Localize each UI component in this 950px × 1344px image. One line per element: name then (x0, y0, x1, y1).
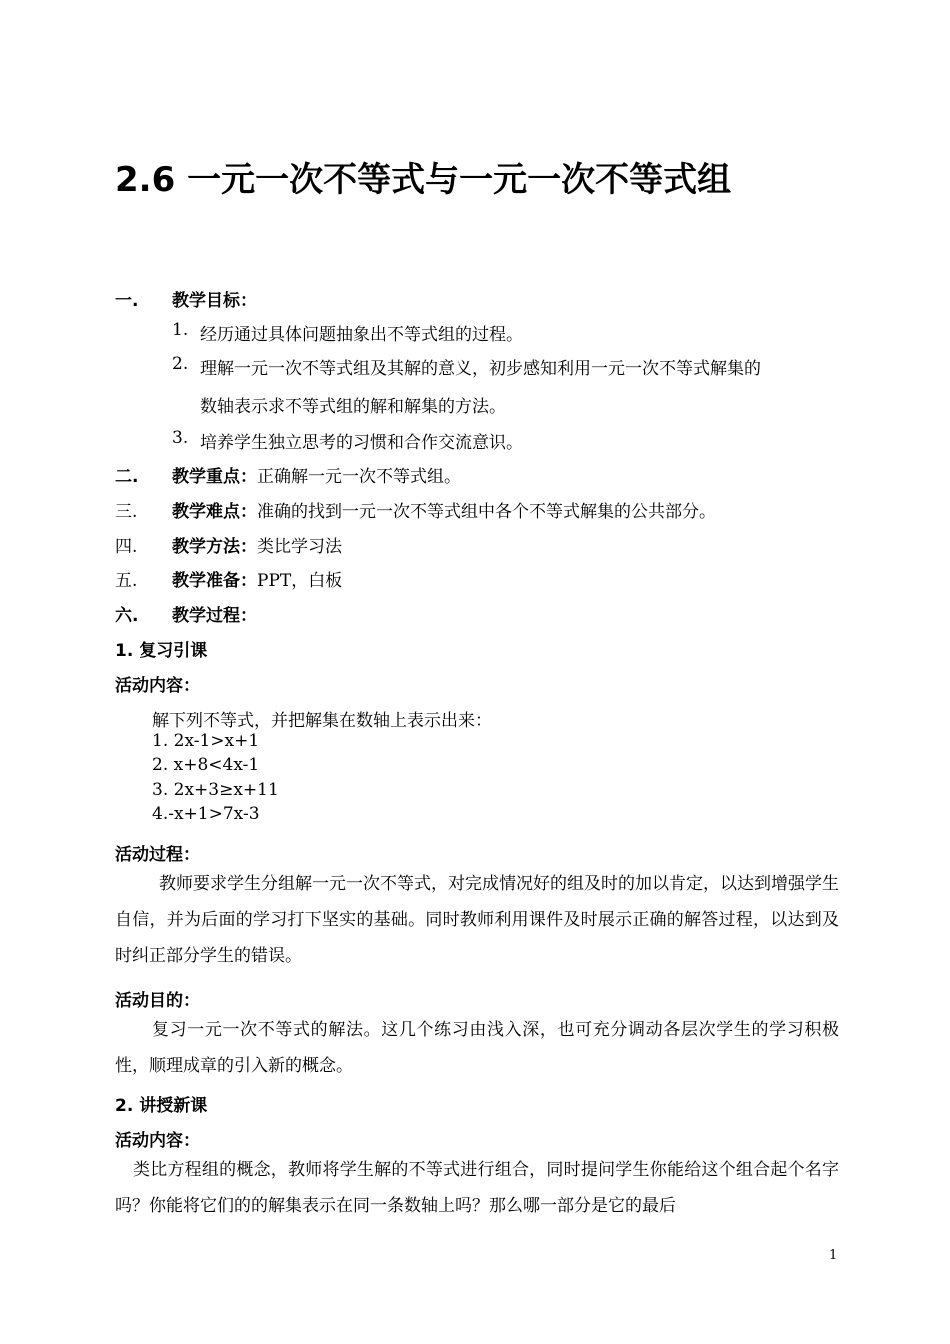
part-1-purpose-text: 复习一元一次不等式的解法。这几个练习由浅入深，也可充分调动各层次学生的学习积极性，顺理成章的引入新的概念。 (115, 1020, 839, 1076)
section-5-number: 五. (115, 571, 138, 591)
goal-2-number: 2. (172, 354, 189, 374)
exercise-3: 3. 2x+3≥x+11 (152, 780, 279, 800)
section-1-heading: 教学目标： (172, 291, 257, 311)
section-4-text: 类比学习法 (257, 537, 342, 557)
section-3-text: 准确的找到一元一次不等式组中各个不等式解集的公共部分。 (257, 502, 716, 522)
goal-1-number: 1. (172, 320, 189, 340)
section-2-text: 正确解一元一次不等式组。 (257, 467, 461, 487)
exercise-4: 4.-x+1>7x-3 (152, 804, 260, 824)
section-3-number: 三. (115, 502, 138, 522)
part-2-heading: 2. 讲授新课 (115, 1096, 208, 1116)
section-5-line (172, 566, 342, 591)
section-5-heading: 教学准备： (172, 571, 257, 591)
part-2-content-label: 活动内容： (115, 1131, 200, 1151)
section-4-heading: 教学方法： (172, 537, 257, 557)
section-4-line (172, 532, 342, 557)
section-6-heading: 教学过程： (172, 606, 257, 626)
part-1-purpose-label: 活动目的： (115, 991, 200, 1011)
section-3-heading: 教学难点： (172, 502, 257, 522)
section-3-line (172, 497, 716, 522)
goal-3-number: 3. (172, 428, 189, 448)
section-2-heading: 教学重点： (172, 467, 257, 487)
document-title: 2.6 一元一次不等式与一元一次不等式组 (115, 160, 732, 200)
section-2-number: 二. (115, 467, 139, 487)
page-number: 1 (829, 1248, 838, 1263)
goal-2-text: 理解一元一次不等式组及其解的意义，初步感知利用一元一次不等式解集的 (200, 359, 761, 379)
exercise-intro: 解下列不等式，并把解集在数轴上表示出来： (152, 711, 492, 731)
goal-3-text: 培养学生独立思考的习惯和合作交流意识。 (200, 433, 523, 453)
part-1-content-label: 活动内容： (115, 676, 200, 696)
part-2-content-text: 类比方程组的概念，教师将学生解的不等式进行组合，同时提问学生你能给这个组合起个名字吗？你能将它们的的解集表示在同一条数轴上吗？那么哪一部分是它的最后 (115, 1160, 839, 1216)
goal-2-text-continued: 数轴表示求不等式组的解和解集的方法。 (200, 397, 506, 417)
section-4-number: 四. (115, 537, 138, 557)
exercise-2: 2. x+8<4x-1 (152, 755, 260, 775)
section-6-number: 六. (115, 606, 139, 626)
part-1-process-text: 教师要求学生分组解一元一次不等式，对完成情况好的组及时的加以肯定，以达到增强学生自信，并为后面的学习打下坚实的基础。同时教师利用课件及时展示正确的解答过程，以达到及时纠正部分学生的错误。 (115, 874, 839, 966)
part-1-process-label: 活动过程： (115, 845, 200, 865)
exercise-1: 1. 2x-1>x+1 (152, 731, 260, 751)
part-1-heading: 1. 复习引课 (115, 641, 208, 661)
goal-1-text: 经历通过具体问题抽象出不等式组的过程。 (200, 325, 523, 345)
section-5-text: PPT，白板 (257, 571, 343, 591)
section-1-number: 一. (115, 291, 139, 311)
section-2-line (172, 462, 461, 487)
